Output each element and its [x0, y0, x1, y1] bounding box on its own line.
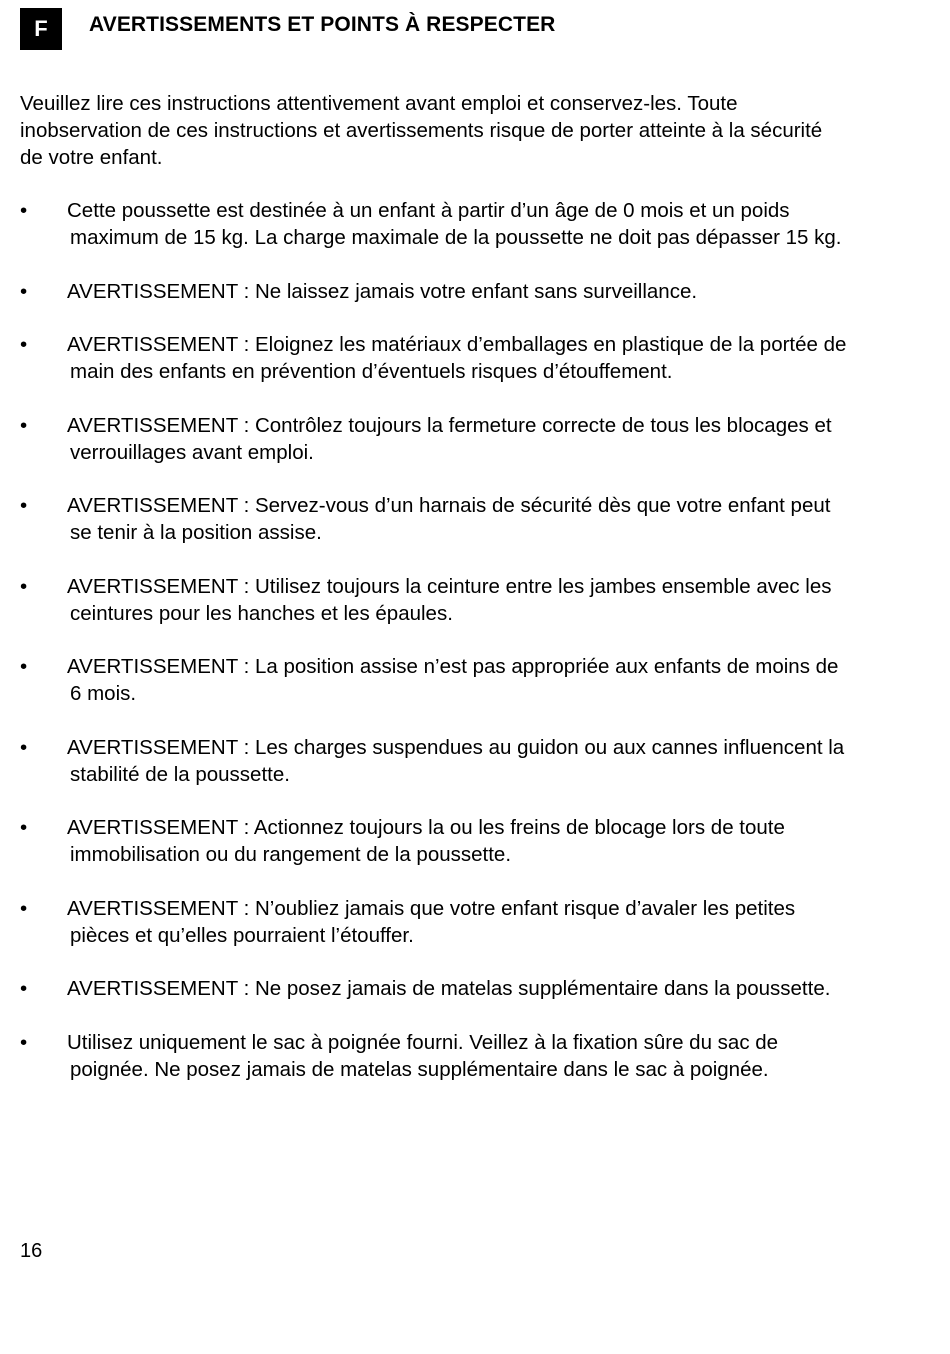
list-item — [20, 1029, 850, 1083]
bullet-icon: • — [20, 816, 28, 839]
bullet-icon: • — [20, 199, 28, 222]
list-item — [20, 814, 850, 868]
list-item — [20, 197, 850, 251]
bullet-icon: • — [20, 1030, 28, 1054]
warning-text: Cette poussette est destinée à un enfant à partir d’un âge de 0 mois et un poids maximum de 15 kg. La charge maximale de la poussette ne doit pas dépasser 15 kg. — [67, 199, 842, 249]
bullet-icon: • — [20, 574, 28, 598]
bullet-icon: • — [20, 655, 28, 678]
list-item — [20, 412, 850, 466]
warning-text: AVERTISSEMENT : Ne posez jamais de matelas supplémentaire dans la poussette. — [67, 977, 831, 1000]
warning-text: AVERTISSEMENT : Contrôlez toujours la fermeture correcte de tous les blocages et verrouillages avant emploi. — [67, 413, 832, 464]
list-item — [20, 492, 850, 546]
page-title: AVERTISSEMENTS ET POINTS À RESPECTER — [89, 13, 556, 36]
warning-text: AVERTISSEMENT : Servez-vous d’un harnais de sécurité dès que votre enfant peut se tenir à la position assise. — [67, 494, 831, 544]
warning-text: AVERTISSEMENT : Les charges suspendues au guidon ou aux cannes influencent la stabilité de la poussette. — [67, 735, 845, 786]
list-item — [20, 975, 850, 1002]
warning-text: AVERTISSEMENT : Ne laissez jamais votre enfant sans surveillance. — [67, 279, 698, 303]
page-number: 16 — [20, 1240, 43, 1262]
warning-text: AVERTISSEMENT : Utilisez toujours la ceinture entre les jambes ensemble avec les ceintures pour les hanches et les épaules. — [67, 574, 832, 625]
bullet-icon: • — [20, 977, 28, 1000]
warning-text: Utilisez uniquement le sac à poignée fourni. Veillez à la fixation sûre du sac de poignée. Ne posez jamais de matelas supplémentaire dans le sac à poignée. — [67, 1030, 779, 1081]
warning-text: AVERTISSEMENT : Eloignez les matériaux d’emballages en plastique de la portée de main des enfants en prévention d’éventuels risques d’étouffement. — [67, 333, 847, 383]
bullet-icon: • — [20, 333, 28, 356]
list-item — [20, 331, 850, 385]
bullet-icon: • — [20, 494, 28, 517]
list-item — [20, 734, 850, 788]
list-item — [20, 573, 850, 627]
list-item — [20, 278, 850, 305]
warning-text: AVERTISSEMENT : Actionnez toujours la ou les freins de blocage lors de toute immobilisation ou du rangement de la poussette. — [67, 816, 785, 866]
list-item — [20, 895, 850, 949]
language-badge: F — [20, 8, 62, 50]
warning-text: AVERTISSEMENT : La position assise n’est pas appropriée aux enfants de moins de 6 mois. — [67, 655, 839, 705]
bullet-icon: • — [20, 279, 28, 303]
bullet-icon: • — [20, 896, 28, 920]
intro-paragraph: Veuillez lire ces instructions attentivement avant emploi et conservez-les. Toute inobservation de ces instructions et avertissements risque de porter atteinte à la sécurité de votre enfant. — [20, 92, 823, 169]
warning-text: AVERTISSEMENT : N’oubliez jamais que votre enfant risque d’avaler les petites pièces et qu’elles pourraient l’étouffer. — [67, 896, 796, 947]
bullet-icon: • — [20, 413, 28, 437]
warnings-list — [20, 197, 850, 1109]
list-item — [20, 653, 850, 707]
bullet-icon: • — [20, 735, 28, 759]
